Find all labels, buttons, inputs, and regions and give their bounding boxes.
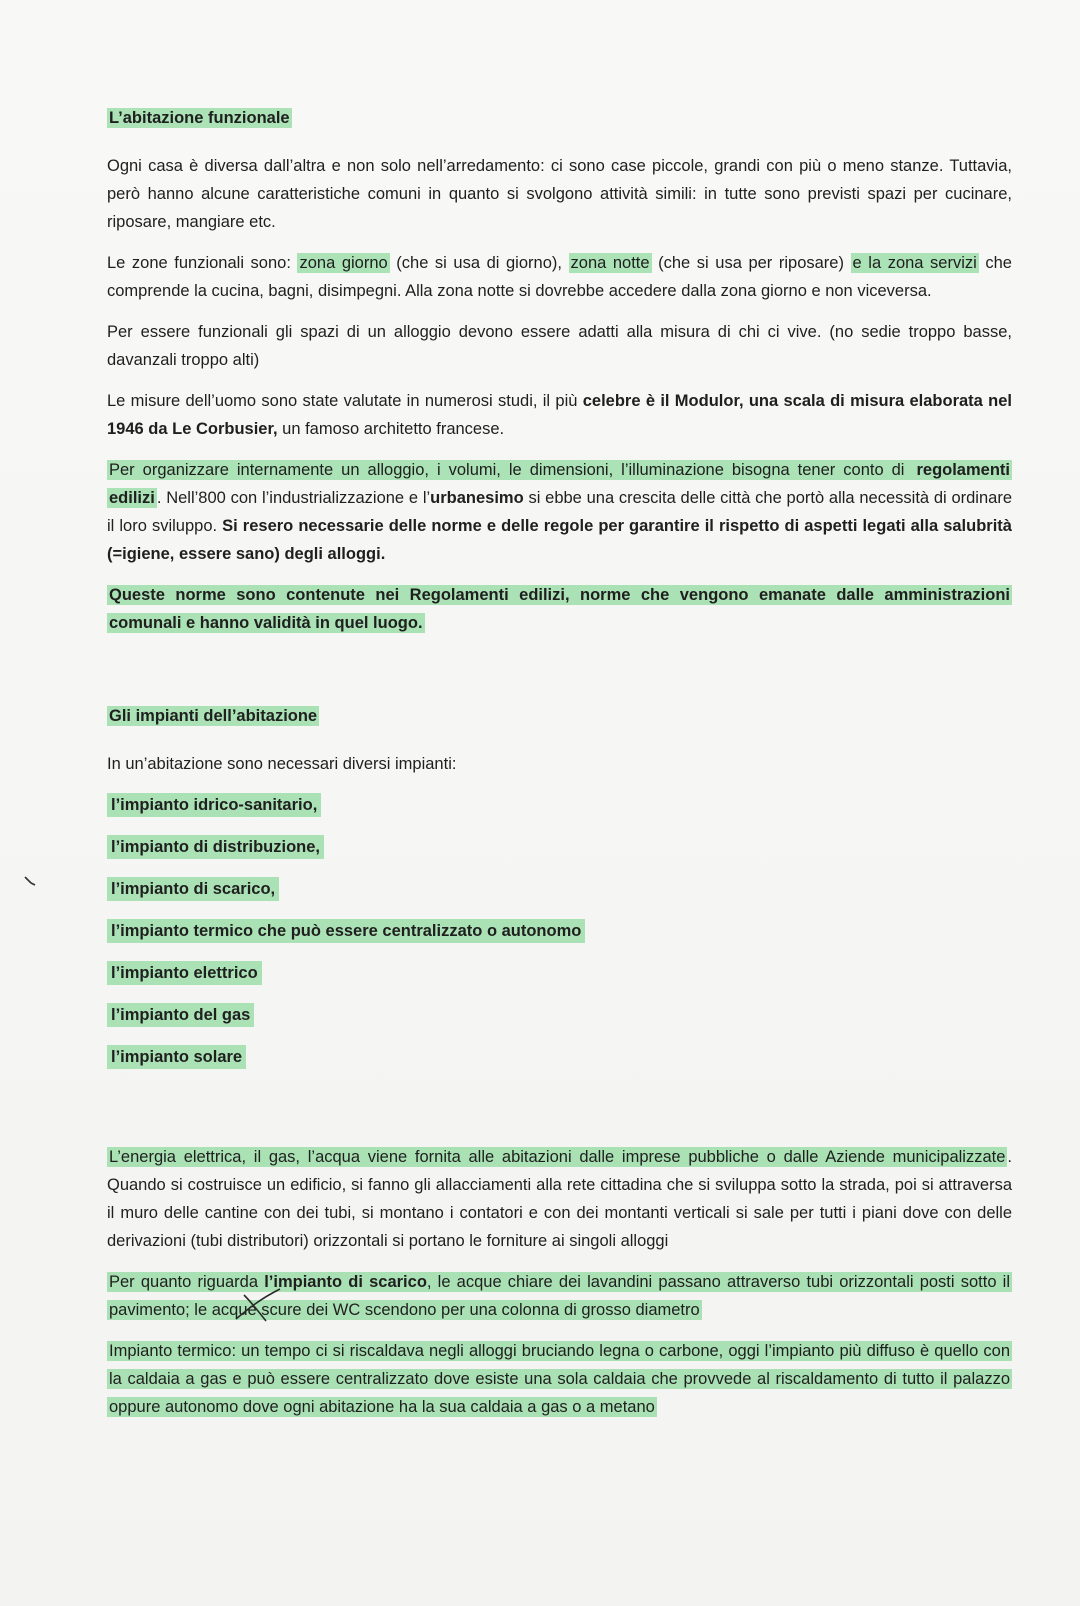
- paragraph-impianti-intro: In un’abitazione sono necessari diversi impianti:: [107, 755, 457, 773]
- section-title-abitazione: L’abitazione funzionale: [109, 109, 290, 127]
- paragraph-zone: Le zone funzionali sono: zona giorno (che si usa di giorno), zona notte (che si usa per riposare) e la zona servizi che comprende la cucina, bagni, disimpegni. Alla zona notte si dovrebbe accedere dalla zona giorno e non viceversa.: [107, 254, 1012, 300]
- list-item: l’impianto solare: [107, 1043, 1012, 1071]
- paragraph-misura: Per essere funzionali gli spazi di un alloggio devono essere adatti alla misura di chi ci vive. (no sedie troppo basse, davanzali troppo alti): [107, 323, 1012, 369]
- list-item: l’impianto di distribuzione,: [107, 833, 1012, 861]
- list-item: l’impianto elettrico: [107, 959, 1012, 987]
- pen-mark-icon: [22, 874, 38, 890]
- paragraph-modulor: Le misure dell’uomo sono state valutate in numerosi studi, il più celebre è il Modulor, una scala di misura elaborata nel 1946 da Le Corbusier, un famoso architetto francese.: [107, 392, 1012, 438]
- list-item: l’impianto termico che può essere centralizzato o autonomo: [107, 917, 1012, 945]
- paragraph-norme: Queste norme sono contenute nei Regolamenti edilizi, norme che vengono emanate dalle amministrazioni comunali e hanno validità in quel luogo.: [109, 586, 1010, 632]
- paragraph-forniture: L’energia elettrica, il gas, l’acqua viene fornita alle abitazioni dalle imprese pubbliche o dalle Aziende municipalizzate . Quando si costruisce un edificio, si fanno gli allacciamenti alla rete cittadina che si sviluppa sotto la strada, poi si attraversa il muro delle cantine con dei tubi, si montano i contatori e con dei montanti verticali si sale per tutti i piani dove con delle derivazioni (tubi distributori) orizzontali si portano le forniture ai singoli alloggi: [107, 1148, 1012, 1250]
- document-body: [107, 104, 1012, 1434]
- impianti-list: [107, 791, 1012, 1071]
- paragraph-scarico: Per quanto riguarda l’impianto di scarico, le acque chiare dei lavandini passano attraverso tubi orizzontali posti sotto il pavimento; le acque scure dei WC scendono per una colonna di grosso diametro: [109, 1273, 1010, 1319]
- list-item: l’impianto idrico-sanitario,: [107, 791, 1012, 819]
- list-item: l’impianto del gas: [107, 1001, 1012, 1029]
- handwritten-x-mark-icon: [230, 1285, 286, 1325]
- list-item: l’impianto di scarico,: [107, 875, 1012, 903]
- paragraph-intro: Ogni casa è diversa dall’altra e non solo nell’arredamento: ci sono case piccole, grandi con più o meno stanze. Tuttavia, però hanno alcune caratteristiche comuni in quanto si svolgono attività simili: in tutte sono previsti spazi per cucinare, riposare, mangiare etc.: [107, 157, 1012, 231]
- section-title-impianti: Gli impianti dell’abitazione: [109, 707, 318, 725]
- paragraph-regolamenti: Per organizzare internamente un alloggio, i volumi, le dimensioni, l’illuminazione bisogna tener conto di regolamenti edilizi . Nell’800 con l’industrializzazione e l’urbanesimo si ebbe una crescita delle città che portò alla necessità di ordinare il loro sviluppo. Si resero necessarie delle norme e delle regole per garantire il rispetto di aspetti legati alla salubrità (=igiene, essere sano) degli alloggi.: [107, 461, 1012, 563]
- paragraph-termico: Impianto termico: un tempo ci si riscaldava negli alloggi bruciando legna o carbone, oggi l’impianto più diffuso è quello con la caldaia a gas e può essere centralizzato dove esiste una sola caldaia che provvede al riscaldamento di tutto il palazzo oppure autonomo dove ogni abitazione ha la sua caldaia a gas o a metano: [109, 1342, 1011, 1416]
